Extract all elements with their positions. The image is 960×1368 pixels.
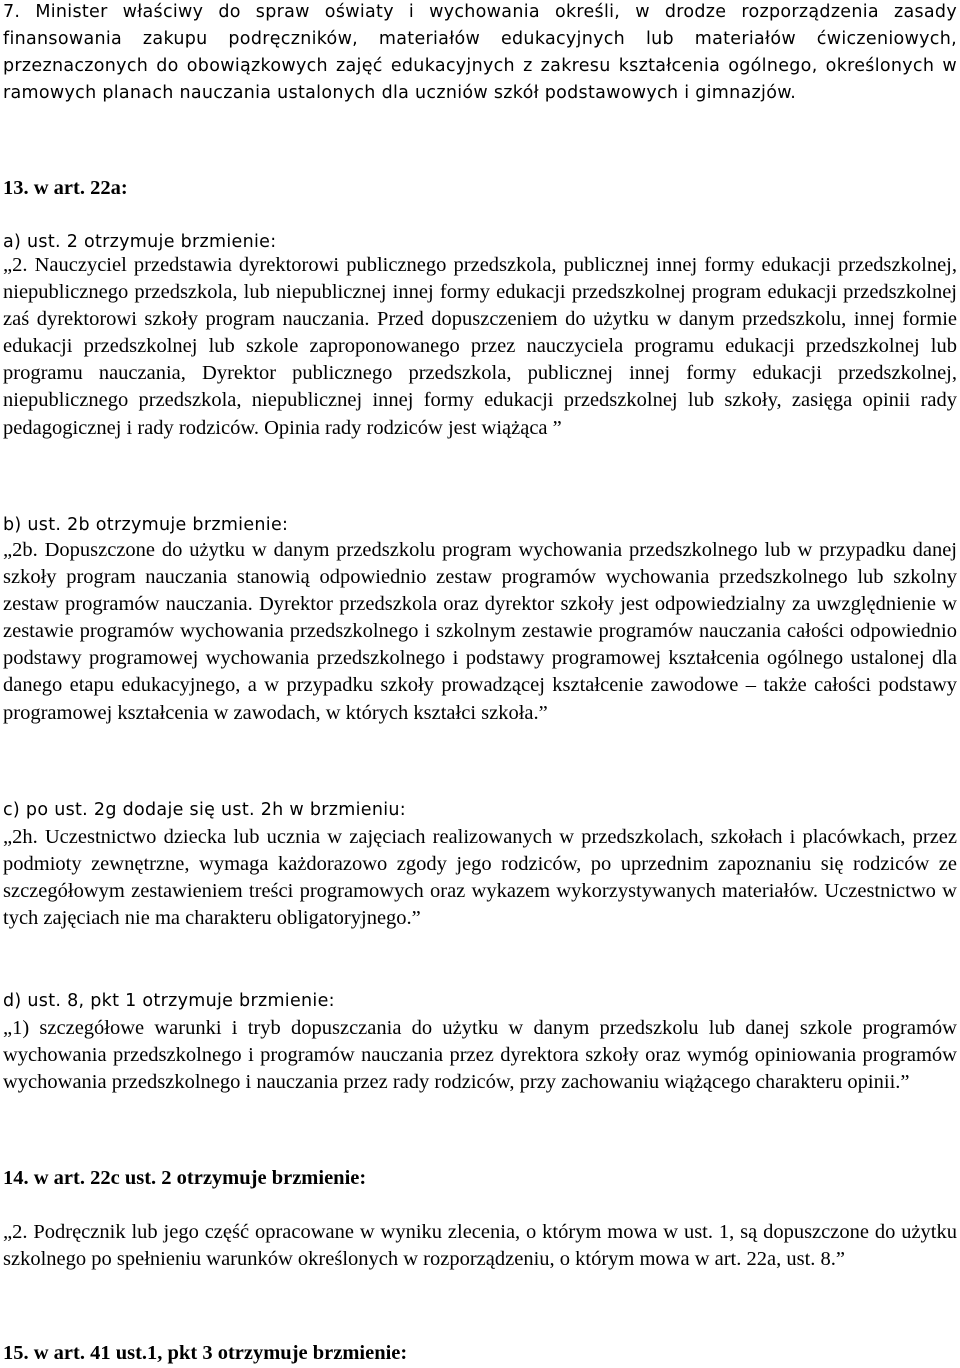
subpoint-d-label: d) ust. 8, pkt 1 otrzymuje brzmienie: [3, 991, 335, 1011]
subpoint-a-label: a) ust. 2 otrzymuje brzmienie: [3, 232, 277, 252]
heading-point-14: 14. w art. 22c ust. 2 otrzymuje brzmienie: [3, 1167, 367, 1189]
subpoint-c-label: c) po ust. 2g dodaje się ust. 2h w brzmieniu: [3, 800, 407, 820]
subpoint-a-text: „2. Nauczyciel przedstawia dyrektorowi publicznego przedszkola, publicznej innej formy edukacji przedszkolnej, niepublicznego przedszkola, lub niepublicznej innej formy edukacji przedszkolnej program edukacji przedszkolnej zaś dyrektorowi szkoły program nauczania. Przed dopuszczeniem do użytku w danym przedszkolu, innej formie edukacji przedszkolnej lub szkole zaproponowanego przez nauczyciela programu edukacji przedszkolnej lub programu nauczania, Dyrektor publicznego przedszkola, publicznej innej formy edukacji przedszkolnej, niepublicznego przedszkola, niepublicznej innej formy edukacji przedszkolnej lub szkoły, zasięga opinii rady pedagogicznej i rady rodziców. Opinia rady rodziców jest wiążąca ” [3, 254, 957, 439]
intro-paragraph: 7. Minister właściwy do spraw oświaty i wychowania określi, w drodze rozporządzenia zasady finansowania zakupu podręczników, materiałów edukacyjnych lub materiałów ćwiczeniowych, przeznaczonych do obowiązkowych zajęć edukacyjnych z zakresu kształcenia ogólnego, określonych w ramowych planach nauczania ustalonych dla uczniów szkół podstawowych i gimnazjów. [3, 2, 957, 103]
subpoint-b-label: b) ust. 2b otrzymuje brzmienie: [3, 515, 289, 535]
subpoint-b-text: „2b. Dopuszczone do użytku w danym przedszkolu program wychowania przedszkolnego lub w przypadku danej szkoły program nauczania stanowią odpowiednio zestaw programów wychowania przedszkolnego lub szkolny zestaw programów nauczania. Dyrektor przedszkola oraz dyrektor szkoły jest odpowiedzialny za uwzględnienie w zestawie programów wychowania przedszkolnego i szkolnym zestawie programów nauczania całości odpowiednio podstawy programowej wychowania przedszkolnego i podstawy programowej kształcenia ogólnego ustalonej dla danego etapu edukacyjnego, a w przypadku szkoły prowadzącej kształcenie zawodowe – także całości podstawy programowej kształcenia w zawodach, w których kształci szkoła.” [3, 539, 957, 724]
subpoint-d-text: „1) szczegółowe warunki i tryb dopuszczania do użytku w danym przedszkolu lub danej szkole programów wychowania przedszkolnego i programów nauczania przez dyrektora szkoły oraz wymóg opiniowania programów wychowania przedszkolnego i nauczania przez rady rodziców, przy zachowaniu wiążącego charakteru opinii.” [3, 1017, 957, 1094]
subpoint-c-text: „2h. Uczestnictwo dziecka lub ucznia w zajęciach realizowanych w przedszkolach, szkołach i placówkach, przez podmioty zewnętrzne, wymaga każdorazowo zgody jego rodziców, po uprzednim zapoznaniu się rodziców ze szczegółowym zestawieniem treści programowych oraz wykazem wykorzystywanych materiałów. Uczestnictwo w tych zajęciach nie ma charakteru obligatoryjnego.” [3, 826, 957, 930]
heading-point-13: 13. w art. 22a: [3, 177, 128, 199]
heading-point-15: 15. w art. 41 ust.1, pkt 3 otrzymuje brzmienie: [3, 1342, 408, 1364]
art-22c-text: „2. Podręcznik lub jego część opracowane w wyniku zlecenia, o którym mowa w ust. 1, są dopuszczone do użytku szkolnego po spełnieniu warunków określonych w rozporządzeniu, o którym mowa w art. 22a, ust. 8.” [3, 1221, 957, 1271]
